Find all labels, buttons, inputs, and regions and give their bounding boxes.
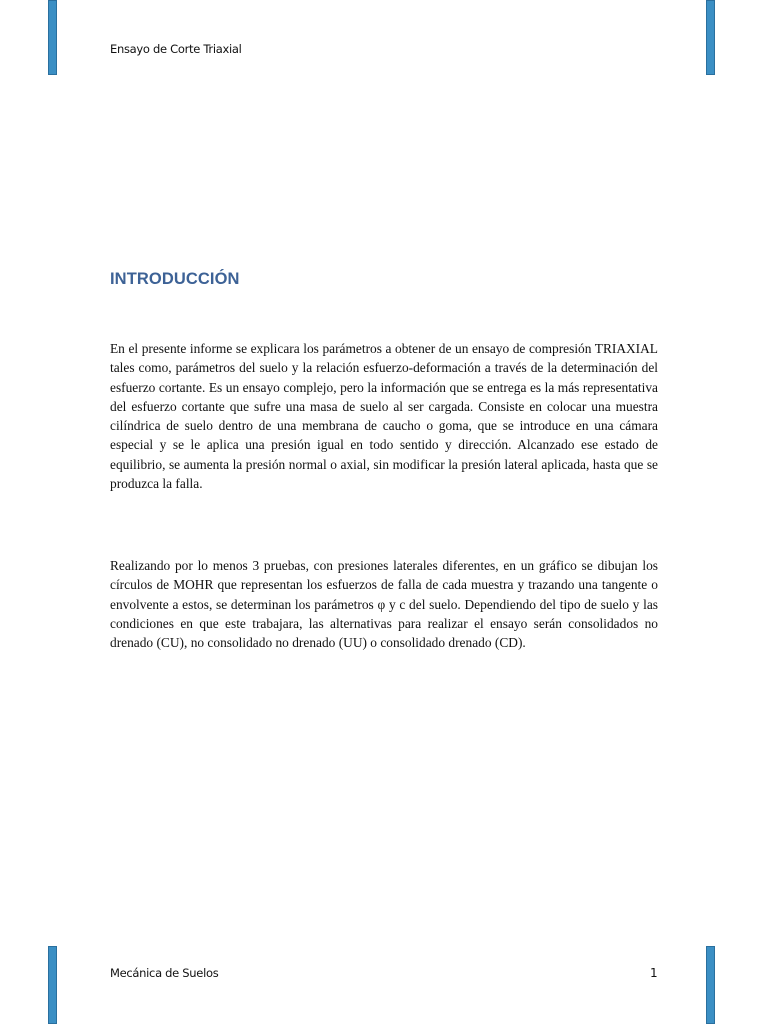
- page-footer-subject: Mecánica de Suelos: [110, 966, 219, 980]
- page-number: 1: [650, 966, 658, 980]
- section-title: INTRODUCCIÓN: [110, 270, 240, 288]
- footer-accent-bar-left: [48, 946, 57, 1024]
- body-paragraph-1: En el presente informe se explicara los parámetros a obtener de un ensayo de compresión TRIAXIAL tales como, parámetros del suelo y la relación esfuerzo-deformación a través de la determinación del esfuerzo cortante. Es un ensayo complejo, pero la información que se entrega es la más representativa del esfuerzo cortante que sufre una masa de suelo al ser cargada. Consiste en colocar una muestra cilíndrica de suelo dentro de una membrana de caucho o goma, que se introduce en una cámara especial y se le aplica una presión igual en todo sentido y dirección. Alcanzado ese estado de equilibrio, se aumenta la presión normal o axial, sin modificar la presión lateral aplicada, hasta que se produzca la falla.: [110, 341, 658, 492]
- header-accent-bar-left: [48, 0, 57, 75]
- page-header-title: Ensayo de Corte Triaxial: [110, 42, 242, 56]
- body-paragraph-2: Realizando por lo menos 3 pruebas, con presiones laterales diferentes, en un gráfico se dibujan los círculos de MOHR que representan los esfuerzos de falla de cada muestra y trazando una tangente o envolvente a estos, se determinan los parámetros φ y c del suelo. Dependiendo del tipo de suelo y las condiciones en que este trabajara, las alternativas para realizar el ensayo serán consolidados no drenado (CU), no consolidado no drenado (UU) o consolidado drenado (CD).: [110, 558, 658, 651]
- footer-accent-bar-right: [706, 946, 715, 1024]
- header-accent-bar-right: [706, 0, 715, 75]
